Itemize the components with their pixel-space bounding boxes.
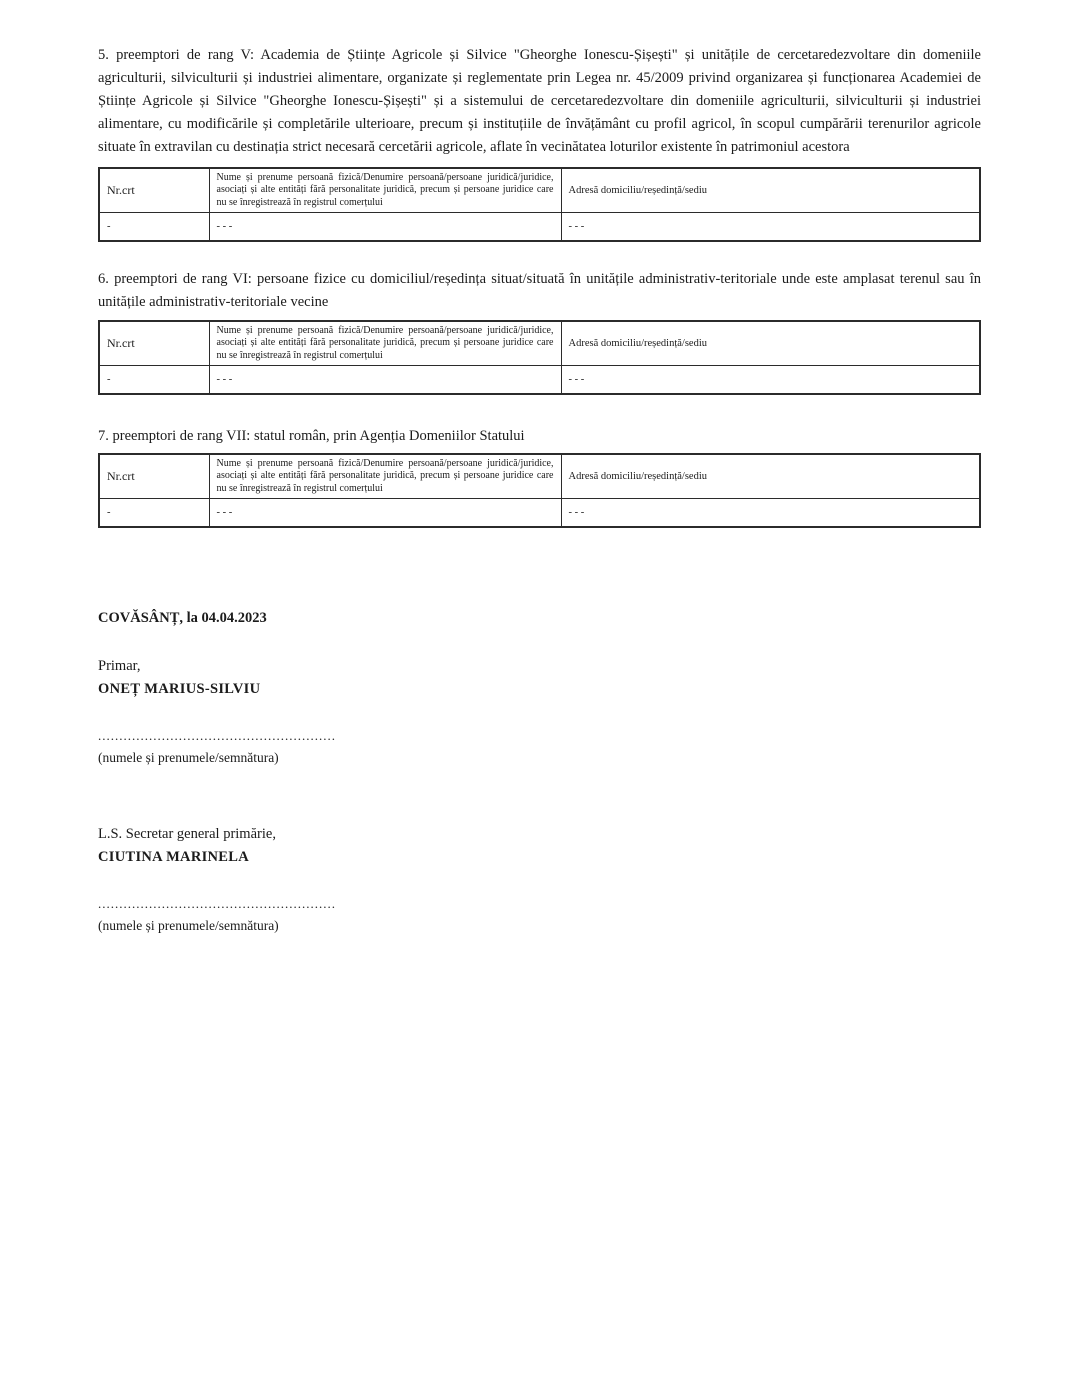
signature-block-primar [98, 655, 981, 767]
cell-nr: - [99, 365, 209, 394]
column-header-name: Nume și prenume persoană fizică/Denumire persoană/persoane juridică/juridice, asociați și alte entități fără personalitate juridică, precum și persoane juridice care nu se înregistrează în registrul comerțului [209, 168, 561, 212]
cell-nr: - [99, 212, 209, 241]
cell-name: - - - [209, 365, 561, 394]
cell-address: - - - [561, 365, 980, 394]
signer-role: Primar, [98, 658, 141, 674]
table-row [99, 212, 980, 241]
column-header-nr-crt: Nr.crt [99, 321, 209, 365]
column-header-name: Nume și prenume persoană fizică/Denumire persoană/persoane juridică/juridice, asociați și alte entități fără personalitate juridică, precum și persoane juridice care nu se înregistrează în registrul comerțului [209, 321, 561, 365]
table-header-row [99, 321, 980, 365]
signer-role: L.S. Secretar general primărie, [98, 826, 276, 842]
cell-name: - - - [209, 498, 561, 527]
column-header-nr-crt: Nr.crt [99, 454, 209, 498]
column-header-name: Nume și prenume persoană fizică/Denumire persoană/persoane juridică/juridice, asociați și alte entități fără personalitate juridică, precum și persoane juridice care nu se înregistrează în registrul comerțului [209, 454, 561, 498]
signature-dotted-line: ........................................................ [98, 728, 336, 743]
table-header-row [99, 168, 980, 212]
column-header-address: Adresă domiciliu/reședință/sediu [561, 321, 980, 365]
table-header-row [99, 454, 980, 498]
cell-nr: - [99, 498, 209, 527]
cell-address: - - - [561, 498, 980, 527]
signer-name: ONEȚ MARIUS-SILVIU [98, 681, 261, 697]
preemptors-table-rank-6 [98, 320, 981, 395]
signature-caption: (numele și prenumele/semnătura) [98, 750, 279, 765]
column-header-address: Adresă domiciliu/reședință/sediu [561, 454, 980, 498]
cell-address: - - - [561, 212, 980, 241]
signature-dotted-line: ........................................................ [98, 896, 336, 911]
place-and-date: COVĂSÂNȚ, la 04.04.2023 [98, 610, 267, 626]
signature-caption: (numele și prenumele/semnătura) [98, 918, 279, 933]
column-header-address: Adresă domiciliu/reședință/sediu [561, 168, 980, 212]
signer-name: CIUTINA MARINELA [98, 849, 250, 865]
preemptors-table-rank-5 [98, 167, 981, 242]
paragraph-preemptors-rank-6: 6. preemptori de rang VI: persoane fizice cu domiciliul/reședința situat/situată în unitățile administrativ-teritoriale unde este amplasat terenul sau în unitățile administrativ-teritoriale vecine [98, 271, 981, 310]
signature-block-secretar [98, 823, 981, 935]
paragraph-preemptors-rank-5: 5. preemptori de rang V: Academia de Științe Agricole și Silvice "Gheorghe Ionescu-Șișești" și unitățile de cercetaredezvoltare din domeniile agriculturii, silviculturii și industriei alimentare, organizate și reglementate prin Legea nr. 45/2009 privind organizarea și funcționarea Academiei de Științe Agricole și Silvice "Gheorghe Ionescu-Șișești" și a sistemului de cercetaredezvoltare din domeniile agriculturii, silviculturii și industriei alimentare, cu modificările și completările ulterioare, precum și instituțiile de învățământ cu profil agricol, în scopul cumpărării terenurilor agricole situate în extravilan cu destinația strict necesară cercetării agricole, aflate în vecinătatea loturilor existente în patrimoniul acestora [98, 47, 981, 155]
column-header-nr-crt: Nr.crt [99, 168, 209, 212]
table-row [99, 498, 980, 527]
table-row [99, 365, 980, 394]
cell-name: - - - [209, 212, 561, 241]
preemptors-table-rank-7 [98, 453, 981, 528]
paragraph-preemptors-rank-7: 7. preemptori de rang VII: statul român, prin Agenția Domeniilor Statului [98, 428, 525, 444]
